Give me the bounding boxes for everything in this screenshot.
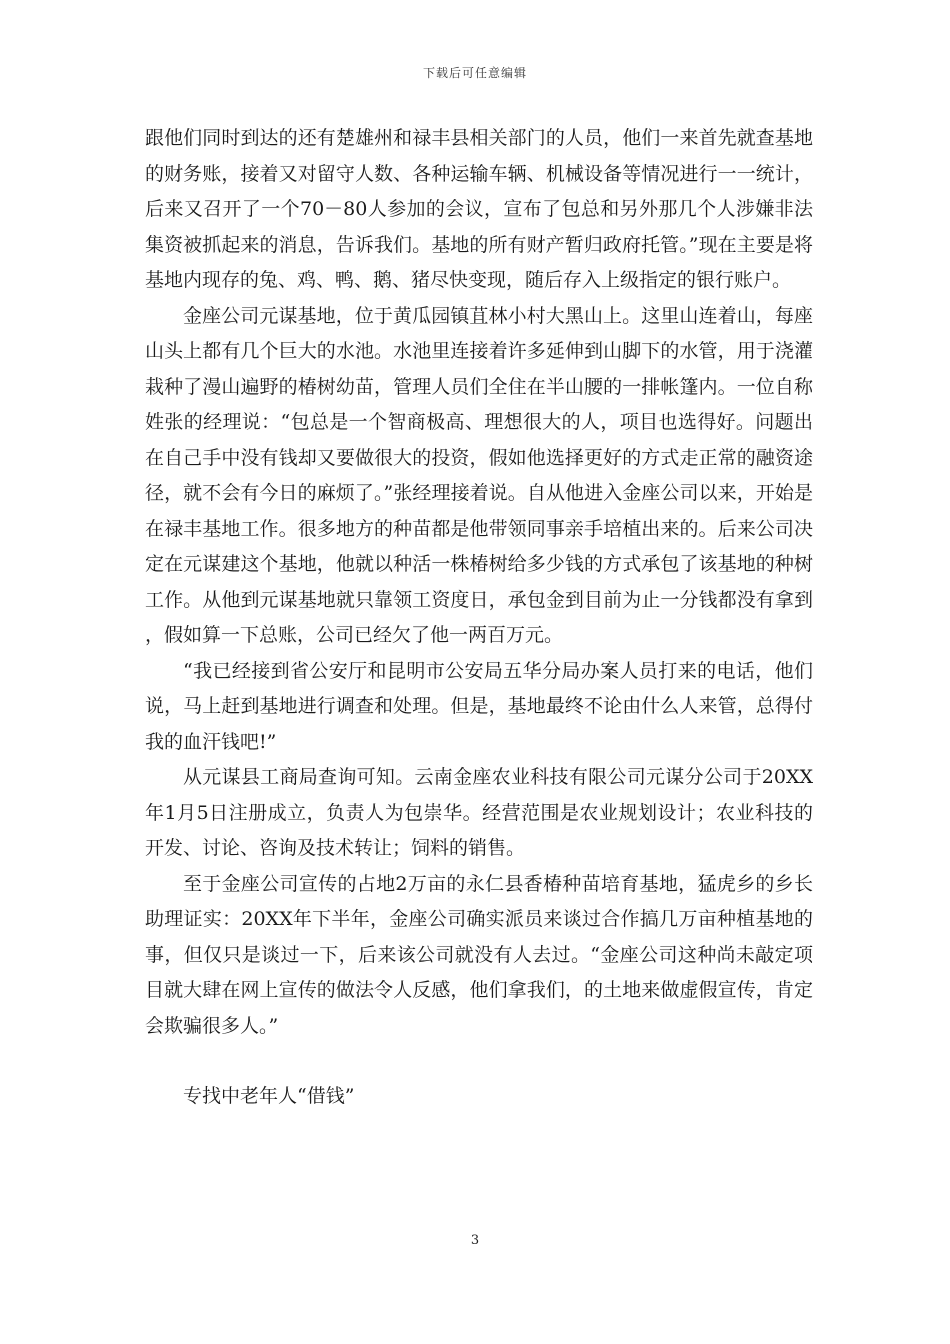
paragraph: 跟他们同时到达的还有楚雄州和禄丰县相关部门的人员，他们一来首先就查基地的财务账，接着又对留守人数、各种运输车辆、机械设备等情况进行一一统计，后来又召开了一个70－80人参加的会议，宣布了包总和另外那几个人涉嫌非法集资被抓起来的消息，告诉我们。基地的所有财产暂归政府托管。”现在主要是将基地内现存的兔、鸡、鸭、鹅、猪尽快变现，随后存入上级指定的银行账户。 (145, 127, 813, 291)
document-body (145, 121, 813, 1115)
paragraph: 至于金座公司宣传的占地2万亩的永仁县香椿种苗培育基地，猛虎乡的乡长助理证实：20XX年下半年，金座公司确实派员来谈过合作搞几万亩种植基地的事，但仅只是谈过一下，后来该公司就没有人去过。“金座公司这种尚未敲定项目就大肆在网上宣传的做法令人反感，他们拿我们，的土地来做虚假宣传，肯定会欺骗很多人。” (145, 872, 813, 1037)
section-heading: 专找中老年人“借钱” (183, 1085, 355, 1107)
section-spacer (145, 1044, 813, 1079)
page-header: 下载后可任意编辑 (422, 66, 527, 80)
page-number: 3 (470, 1233, 480, 1248)
paragraph: “我已经接到省公安厅和昆明市公安局五华分局办案人员打来的电话，他们说，马上赶到基地进行调查和处理。但是，基地最终不论由什么人来管，总得付我的血汗钱吧!” (145, 659, 813, 753)
paragraph: 从元谋县工商局查询可知。云南金座农业科技有限公司元谋分公司于20XX年1月5日注册成立，负责人为包崇华。经营范围是农业规划设计；农业科技的开发、讨论、咨询及技术转让；饲料的销售。 (145, 766, 813, 859)
paragraph: 金座公司元谋基地，位于黄瓜园镇苴林小村大黑山上。这里山连着山，每座山头上都有几个巨大的水池。水池里连接着许多延伸到山脚下的水管，用于浇灌栽种了漫山遍野的椿树幼苗，管理人员们全住在半山腰的一排帐篷内。一位自称姓张的经理说：“包总是一个智商极高、理想很大的人，项目也选得好。问题出在自己手中没有钱却又要做很大的投资，假如他选择更好的方式走正常的融资途径，就不会有今日的麻烦了。”张经理接着说。自从他进入金座公司以来，开始是在禄丰基地工作。很多地方的种苗都是他带领同事亲手培植出来的。后来公司决定在元谋建这个基地，他就以种活一株椿树给多少钱的方式承包了该基地的种树工作。从他到元谋基地就只靠领工资度日，承包金到目前为止一分钱都没有拿到，假如算一下总账，公司已经欠了他一两百万元。 (145, 304, 813, 646)
